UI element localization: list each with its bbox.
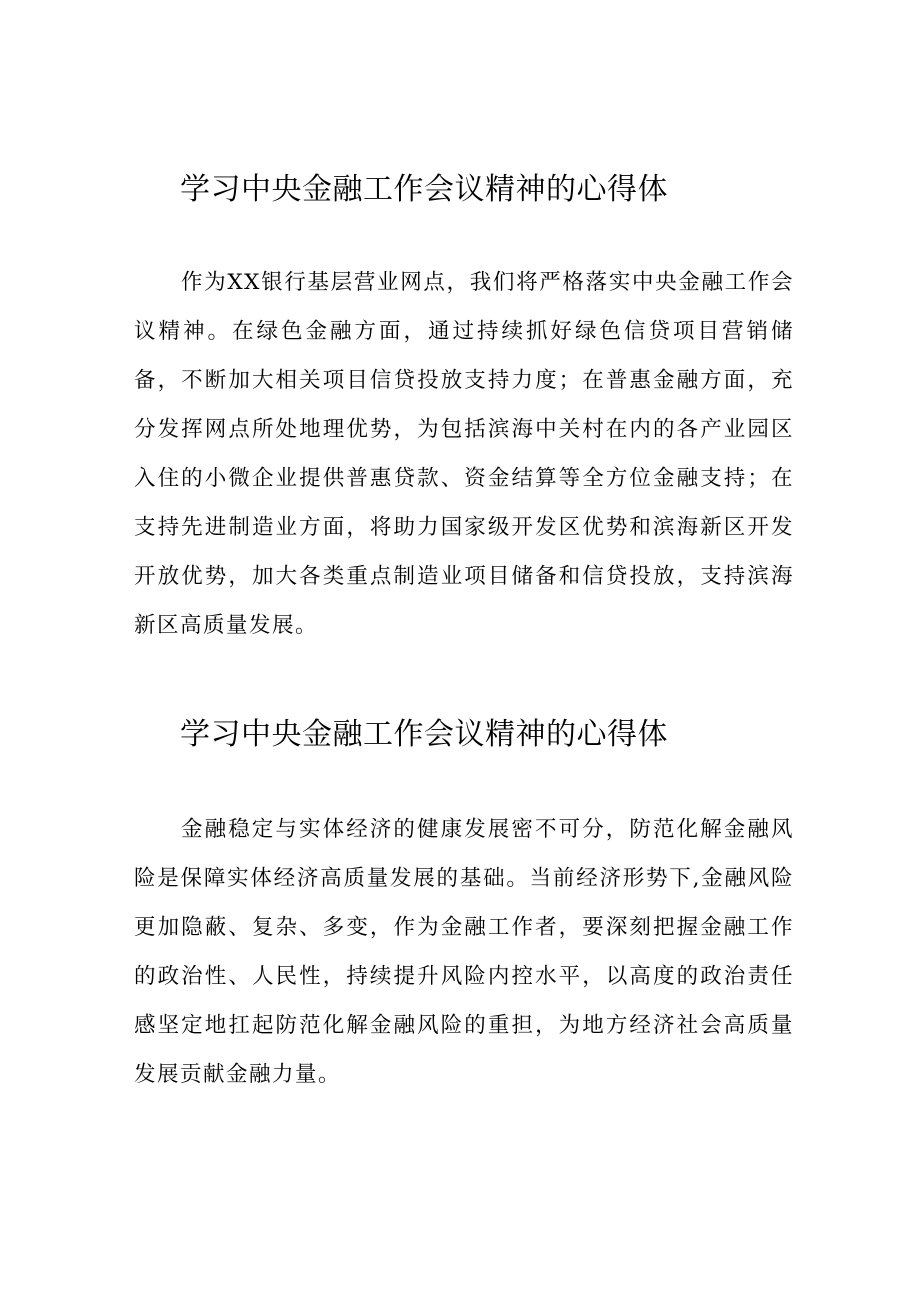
section-2-title: 学习中央金融工作会议精神的心得体 (180, 717, 668, 752)
section-1-paragraph: 作为XX银行基层营业网点，我们将严格落实中央金融工作会议精神。在绿色金融方面，通过持续抓好绿色信贷项目营销储备，不断加大相关项目信贷投放支持力度；在普惠金融方面，充分发挥网点所处地理优势，为包括滨海中关村在内的各产业园区入住的小微企业提供普惠贷款、资金结算等全方位金融支持；在支持先进制造业方面，将助力国家级开发区优势和滨海新区开发开放优势，加大各类重点制造业项目储备和信贷投放，支持滨海新区高质量发展。 (134, 270, 794, 638)
section-2-paragraph: 金融稳定与实体经济的健康发展密不可分，防范化解金融风险是保障实体经济高质量发展的基础。当前经济形势下,金融风险更加隐蔽、复杂、多变，作为金融工作者，要深刻把握金融工作的政治性、人民性，持续提升风险内控水平，以高度的政治责任感坚定地扛起防范化解金融风险的重担，为地方经济社会高质量发展贡献金融力量。 (134, 817, 794, 1087)
section-1-title: 学习中央金融工作会议精神的心得体 (180, 172, 668, 207)
